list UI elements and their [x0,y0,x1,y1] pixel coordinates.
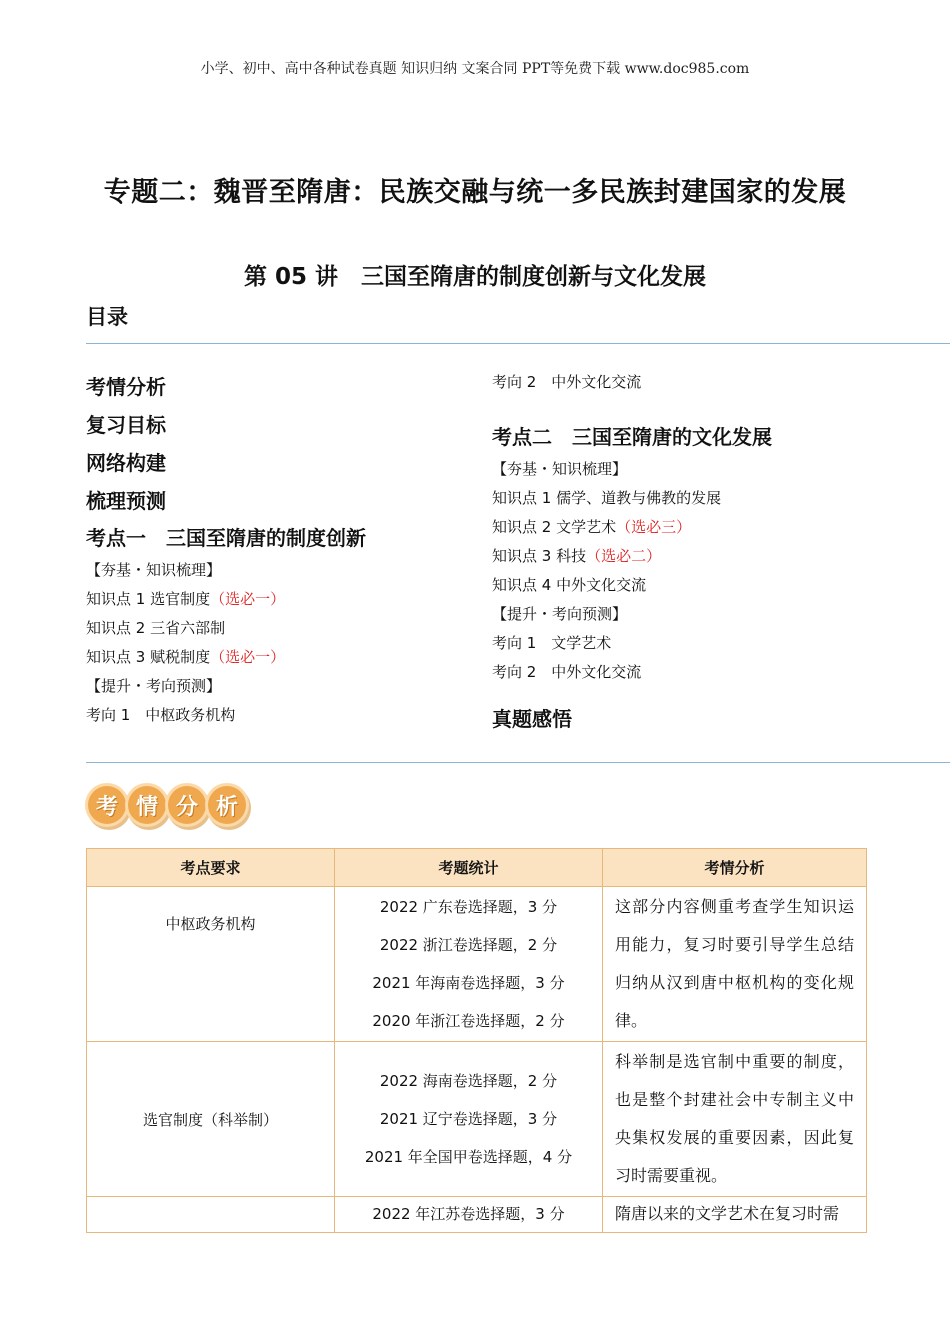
toc-kp-1[interactable] [86,585,476,614]
table-cell-requirement [87,1042,335,1197]
table-cell-stats [335,887,603,1042]
table-header: 考题统计 [335,849,603,887]
table-cell-stats [335,1042,603,1197]
toc-kp-note: （选必二） [586,547,662,565]
toc-right-column [492,368,932,737]
stat-line: 2021 辽宁卷选择题，3 分 [379,1110,558,1128]
table-row [87,887,867,1042]
table-cell-analysis: 隋唐以来的文学艺术在复习时需 [603,1197,867,1233]
requirement-text: 中枢政务机构 [165,915,256,933]
table-cell-stats [335,1197,603,1233]
toc-bottom-rule [86,762,950,763]
table-header-row [87,849,867,887]
toc-section-2[interactable]: 考点二 三国至隋唐的文化发展 [492,425,772,449]
table-header: 考情分析 [603,849,867,887]
toc-item-fuxi[interactable]: 复习目标 [86,413,166,437]
table-cell-requirement [87,887,335,1042]
toc-kp-label: 知识点 3 科技 [492,547,587,565]
badge-char: 分 [168,786,206,824]
toc-kp-note: （选必一） [210,590,286,608]
stat-line: 2021 年全国甲卷选择题，4 分 [364,1148,573,1166]
toc-section-1[interactable]: 考点一 三国至隋唐的制度创新 [86,526,366,550]
table-cell-analysis: 科举制是选官制中重要的制度，也是整个封建社会中专制主义中央集权发展的重要因素，因此复习时需要重视。 [603,1042,867,1197]
toc-direction-2[interactable]: 考向 2 中外文化交流 [492,373,642,391]
toc-top-rule [86,343,950,344]
lecture-title: 第 05 讲 三国至隋唐的制度创新与文化发展 [243,264,707,290]
stat-line: 2022 海南卷选择题，2 分 [379,1072,558,1090]
table-cell-requirement [87,1197,335,1233]
toc-kp-label: 知识点 2 文学艺术 [492,518,617,536]
badge-char: 考 [88,786,126,824]
toc-kp-3[interactable] [492,542,932,571]
toc-left-column [86,368,476,730]
toc-kp-3[interactable] [86,643,476,672]
requirement-text: 选官制度（科举制） [142,1110,278,1129]
badge-char: 情 [128,786,166,824]
toc-sub-header: 【夯基・知识梳理】 [492,460,628,478]
section-badge [88,786,246,824]
toc-heading: 目录 [86,305,128,329]
table-row [87,1197,867,1233]
table-header: 考点要求 [87,849,335,887]
toc-item-kaoqing[interactable]: 考情分析 [86,375,166,399]
toc-kp-2[interactable] [492,513,932,542]
toc-kp-label: 知识点 3 赋税制度 [86,648,211,666]
toc-kp-label: 知识点 1 选官制度 [86,590,211,608]
toc-kp-note: （选必三） [616,518,692,536]
toc-direction-2[interactable]: 考向 2 中外文化交流 [492,663,642,681]
badge-char: 析 [208,786,246,824]
stat-line: 2022 广东卷选择题，3 分 [379,898,558,916]
analysis-table [86,848,867,1233]
toc-item-zhenti[interactable]: 真题感悟 [492,707,572,731]
toc-sub-header: 【提升・考向预测】 [86,677,222,695]
stat-line: 2022 浙江卷选择题，2 分 [379,936,558,954]
toc-sub-header: 【夯基・知识梳理】 [86,561,222,579]
toc-item-shuli[interactable]: 梳理预测 [86,489,166,513]
toc-kp-4[interactable]: 知识点 4 中外文化交流 [492,576,647,594]
toc-direction-1[interactable]: 考向 1 中枢政务机构 [86,706,236,724]
toc-item-wangluo[interactable]: 网络构建 [86,451,166,475]
toc-sub-header: 【提升・考向预测】 [492,605,628,623]
toc-kp-1[interactable]: 知识点 1 儒学、道教与佛教的发展 [492,489,722,507]
site-header: 小学、初中、高中各种试卷真题 知识归纳 文案合同 PPT等免费下载 www.doc985.com [200,61,750,77]
toc-kp-note: （选必一） [210,648,286,666]
stat-line: 2022 年江苏卷选择题，3 分 [372,1205,565,1223]
stat-line: 2021 年海南卷选择题，3 分 [372,974,565,992]
table-cell-analysis: 这部分内容侧重考查学生知识运用能力，复习时要引导学生总结归纳从汉到唐中枢机构的变化规律。 [603,887,867,1042]
topic-title: 专题二：魏晋至隋唐：民族交融与统一多民族封建国家的发展 [103,177,847,208]
table-row [87,1042,867,1197]
toc-direction-1[interactable]: 考向 1 文学艺术 [492,634,612,652]
toc-kp-2[interactable]: 知识点 2 三省六部制 [86,619,226,637]
stat-line: 2020 年浙江卷选择题，2 分 [372,1012,565,1030]
